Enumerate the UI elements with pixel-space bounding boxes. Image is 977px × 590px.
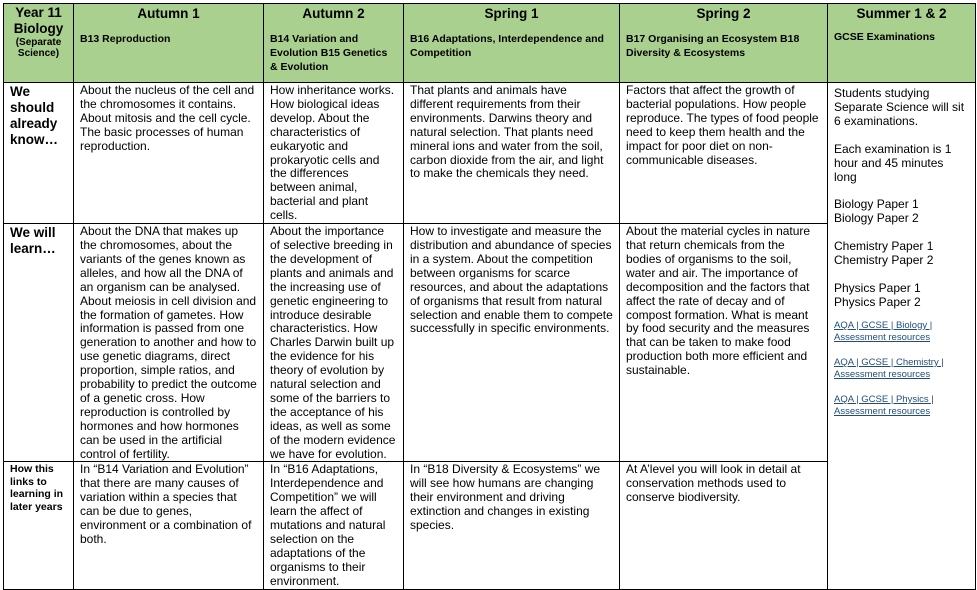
course-label-line1: (Separate [15,37,62,48]
chemistry-papers [834,240,969,268]
unit-title: B16 Adaptations, Interdependence and Competition [410,33,604,59]
header-spring-1 [404,4,620,83]
cell-text: About the DNA that makes up the chromosomes, about the variants of the genes known as alleles, and how all the DNA of an organism can be analysed. About meiosis in cell division and the formation of gametes. How information is passed from one generation to another and how to use genetic diagrams, direct proportion, simple ratios, and probability to predict the outcome of a genetic cross. How reproduction is controlled by hormones and how hormones can be used in the artificial control of fertility. [74,224,264,462]
term-title: Spring 2 [696,6,751,21]
paper-item: Physics Paper 2 [834,294,921,309]
exam-duration: Each examination is 1 hour and 45 minutes long [834,141,952,184]
unit-title: B17 Organising an Ecosystem B18 Diversity & Ecosystems [626,33,800,59]
cell-text: How inheritance works. How biological ideas develop. About the characteristics of eukaryotic and prokaryotic cells and the differences between animal, bacterial and plant cells. [264,83,404,224]
subject-label: Biology [13,21,64,36]
term-title: Autumn 1 [137,6,200,21]
header-spring-2 [620,4,828,83]
unit-title: B14 Variation and Evolution B15 Genetics & Evolution [270,33,388,73]
term-title: Spring 1 [484,6,539,21]
physics-resources-link[interactable]: AQA | GCSE | Physics | Assessment resources [834,393,934,418]
cell-text: About the material cycles in nature that return chemicals from the bodies of organisms to the soil, water and air. The importance of decomposition and the factors that affect the rate of decay and of compost formation. What is meant by food security and the measures that can be taken to make food production both more efficient and sustainable. [620,224,828,462]
paper-item: Biology Paper 2 [834,211,919,226]
year-label: Year 11 [15,5,62,20]
chemistry-resources-link[interactable]: AQA | GCSE | Chemistry | Assessment resources [834,356,944,381]
row-label: We will learn… [4,224,74,462]
unit-title: GCSE Examinations [834,31,935,43]
course-label-line2: Science) [17,48,60,59]
cell-text: In “B16 Adaptations, Interdependence and Competition” we will learn the affect of mutations and natural selection on the adaptations of the organisms to their environment. [264,462,404,589]
header-row [4,4,976,83]
paper-item: Biology Paper 1 [834,197,919,212]
header-summer [828,4,976,83]
biology-resources-link[interactable]: AQA | GCSE | Biology | Assessment resources [834,319,933,344]
header-autumn-1 [74,4,264,83]
header-autumn-2 [264,4,404,83]
paper-item: Physics Paper 1 [834,281,921,296]
cell-text: That plants and animals have different requirements from their environments. Darwins theory and natural selection. That plants need mineral ions and water from the soil, carbon dioxide from the air, and light to make the chemicals they need. [404,83,620,224]
summer-exams-cell [828,83,976,590]
physics-papers [834,282,969,310]
term-title: Summer 1 & 2 [856,6,947,21]
paper-item: Chemistry Paper 2 [834,253,934,268]
curriculum-table [3,3,976,590]
year-subject-cell [4,4,74,83]
cell-text: Factors that affect the growth of bacterial populations. How people reproduce. The types of food people need to keep them health and the impact for poor diet on non-communicable diseases. [620,83,828,224]
biology-papers [834,198,969,226]
cell-text: About the importance of selective breeding in the development of plants and animals and the increasing use of genetic engineering to introduce desirable characteristics. How Charles Darwin built up the evidence for his theory of evolution by natural selection and some of the barriers to the acceptance of his ideas, as well as some of the modern evidence we have for evolution. [264,224,404,462]
term-title: Autumn 2 [302,6,365,21]
row-label: How this links to learning in later years [4,462,74,589]
paper-item: Chemistry Paper 1 [834,239,934,254]
cell-text: At A’level you will look in detail at conservation methods used to conserve biodiversity. [620,462,828,589]
row-label: We should already know… [4,83,74,224]
cell-text: In “B14 Variation and Evolution” that there are many causes of variation within a species that can be due to genes, environment or a combination of both. [74,462,264,589]
cell-text: In “B18 Diversity & Ecosystems” we will see how humans are changing their environment and driving extinction and changes in existing species. [404,462,620,589]
cell-text: How to investigate and measure the distribution and abundance of species in a system. About the competition between organisms for scarce resources, and about the adaptations of organisms that result from natural selection and enable them to compete successfully in specific environments. [404,224,620,462]
unit-title: B13 Reproduction [80,33,171,45]
cell-text: About the nucleus of the cell and the chromosomes it contains. About mitosis and the cell cycle. The basic processes of human reproduction. [74,83,264,224]
exam-intro: Students studying Separate Science will sit 6 examinations. [834,86,965,128]
row-prior-knowledge [4,83,976,224]
